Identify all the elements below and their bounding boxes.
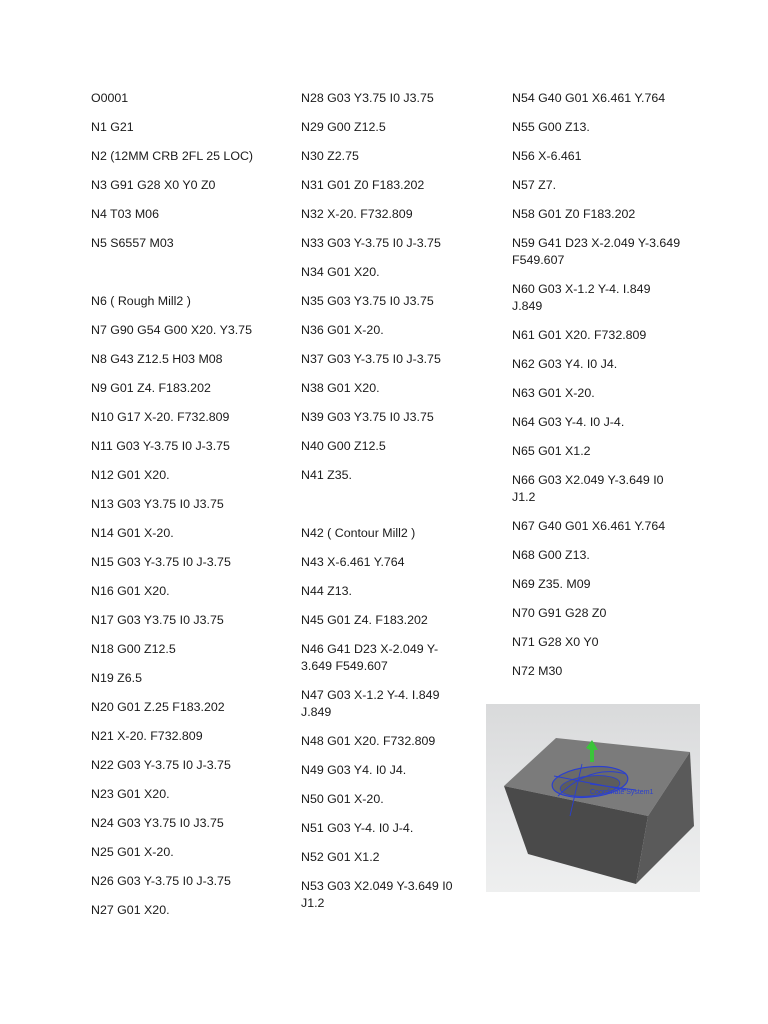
gcode-line: N34 G01 X20. — [301, 265, 380, 279]
gcode-line: N21 X-20. F732.809 — [91, 729, 203, 743]
gcode-line: O0001 — [91, 91, 129, 105]
gcode-line: N4 T03 M06 — [91, 207, 159, 221]
gcode-line: N49 G03 Y4. I0 J4. — [301, 763, 407, 777]
gcode-line: N41 Z35. — [301, 468, 352, 482]
gcode-line: N23 G01 X20. — [91, 787, 170, 801]
gcode-line: N2 (12MM CRB 2FL 25 LOC) — [91, 149, 254, 163]
coordinate-system-label: Coordinate System1 — [590, 789, 654, 796]
gcode-line — [301, 496, 469, 513]
gcode-line: N36 G01 X-20. — [301, 323, 384, 337]
gcode-line: N61 G01 X20. F732.809 — [512, 328, 647, 342]
gcode-line: N56 X-6.461 — [512, 149, 582, 163]
gcode-line: N44 Z13. — [301, 584, 352, 598]
gcode-line: N14 G01 X-20. — [91, 526, 174, 540]
gcode-line: N47 G03 X-1.2 Y-4. I.849 J.849 — [301, 688, 440, 719]
gcode-line — [91, 264, 281, 281]
gcode-line: N27 G01 X20. — [91, 903, 170, 917]
gcode-line: N32 X-20. F732.809 — [301, 207, 413, 221]
gcode-line: N57 Z7. — [512, 178, 557, 192]
gcode-line: N10 G17 X-20. F732.809 — [91, 410, 230, 424]
gcode-line: N60 G03 X-1.2 Y-4. I.849 J.849 — [512, 282, 651, 313]
gcode-line: N62 G03 Y4. I0 J4. — [512, 357, 618, 371]
gcode-line: N69 Z35. M09 — [512, 577, 591, 591]
gcode-line: N31 G01 Z0 F183.202 — [301, 178, 425, 192]
gcode-line: N30 Z2.75 — [301, 149, 359, 163]
gcode-line: N53 G03 X2.049 Y-3.649 I0 J1.2 — [301, 879, 453, 910]
gcode-line: N19 Z6.5 — [91, 671, 142, 685]
gcode-line: N33 G03 Y-3.75 I0 J-3.75 — [301, 236, 441, 250]
gcode-line: N37 G03 Y-3.75 I0 J-3.75 — [301, 352, 441, 366]
gcode-line: N12 G01 X20. — [91, 468, 170, 482]
gcode-line: N38 G01 X20. — [301, 381, 380, 395]
gcode-line: N8 G43 Z12.5 H03 M08 — [91, 352, 223, 366]
gcode-line: N3 G91 G28 X0 Y0 Z0 — [91, 178, 216, 192]
gcode-column-1 — [91, 90, 281, 931]
gcode-line: N1 G21 — [91, 120, 134, 134]
gcode-line: N11 G03 Y-3.75 I0 J-3.75 — [91, 439, 230, 453]
gcode-line: N67 G40 G01 X6.461 Y.764 — [512, 519, 666, 533]
gcode-line: N66 G03 X2.049 Y-3.649 I0 J1.2 — [512, 473, 664, 504]
gcode-column-2 — [301, 90, 469, 924]
gcode-line: N54 G40 G01 X6.461 Y.764 — [512, 91, 666, 105]
gcode-line: N29 G00 Z12.5 — [301, 120, 386, 134]
gcode-line: N28 G03 Y3.75 I0 J3.75 — [301, 91, 434, 105]
gcode-line: N5 S6557 M03 — [91, 236, 174, 250]
gcode-line: N15 G03 Y-3.75 I0 J-3.75 — [91, 555, 231, 569]
gcode-line: N48 G01 X20. F732.809 — [301, 734, 436, 748]
gcode-line: N64 G03 Y-4. I0 J-4. — [512, 415, 625, 429]
gcode-line: N20 G01 Z.25 F183.202 — [91, 700, 225, 714]
gcode-line: N46 G41 D23 X-2.049 Y-3.649 F549.607 — [301, 642, 439, 673]
gcode-line: N24 G03 Y3.75 I0 J3.75 — [91, 816, 224, 830]
gcode-line: N26 G03 Y-3.75 I0 J-3.75 — [91, 874, 231, 888]
gcode-line: N55 G00 Z13. — [512, 120, 590, 134]
gcode-line: N25 G01 X-20. — [91, 845, 174, 859]
gcode-column-3 — [512, 90, 684, 692]
gcode-line: N17 G03 Y3.75 I0 J3.75 — [91, 613, 224, 627]
gcode-line: N71 G28 X0 Y0 — [512, 635, 599, 649]
gcode-line: N52 G01 X1.2 — [301, 850, 380, 864]
gcode-line: N9 G01 Z4. F183.202 — [91, 381, 211, 395]
gcode-line: N45 G01 Z4. F183.202 — [301, 613, 428, 627]
gcode-line: N51 G03 Y-4. I0 J-4. — [301, 821, 414, 835]
gcode-line: N63 G01 X-20. — [512, 386, 595, 400]
gcode-line: N43 X-6.461 Y.764 — [301, 555, 405, 569]
gcode-line: N35 G03 Y3.75 I0 J3.75 — [301, 294, 434, 308]
cad-model-figure — [486, 704, 700, 892]
gcode-line: N13 G03 Y3.75 I0 J3.75 — [91, 497, 224, 511]
gcode-line: N68 G00 Z13. — [512, 548, 590, 562]
gcode-line: N72 M30 — [512, 664, 563, 678]
gcode-line: N7 G90 G54 G00 X20. Y3.75 — [91, 323, 252, 337]
gcode-line: N16 G01 X20. — [91, 584, 170, 598]
gcode-line: N65 G01 X1.2 — [512, 444, 591, 458]
cad-block-illustration — [486, 704, 700, 892]
gcode-line: N6 ( Rough Mill2 ) — [91, 294, 191, 308]
gcode-line: N70 G91 G28 Z0 — [512, 606, 607, 620]
gcode-line: N42 ( Contour Mill2 ) — [301, 526, 416, 540]
gcode-line: N40 G00 Z12.5 — [301, 439, 386, 453]
gcode-line: N22 G03 Y-3.75 I0 J-3.75 — [91, 758, 231, 772]
gcode-line: N18 G00 Z12.5 — [91, 642, 176, 656]
gcode-line: N59 G41 D23 X-2.049 Y-3.649 F549.607 — [512, 236, 681, 267]
gcode-line: N39 G03 Y3.75 I0 J3.75 — [301, 410, 434, 424]
gcode-line: N50 G01 X-20. — [301, 792, 384, 806]
gcode-line: N58 G01 Z0 F183.202 — [512, 207, 636, 221]
